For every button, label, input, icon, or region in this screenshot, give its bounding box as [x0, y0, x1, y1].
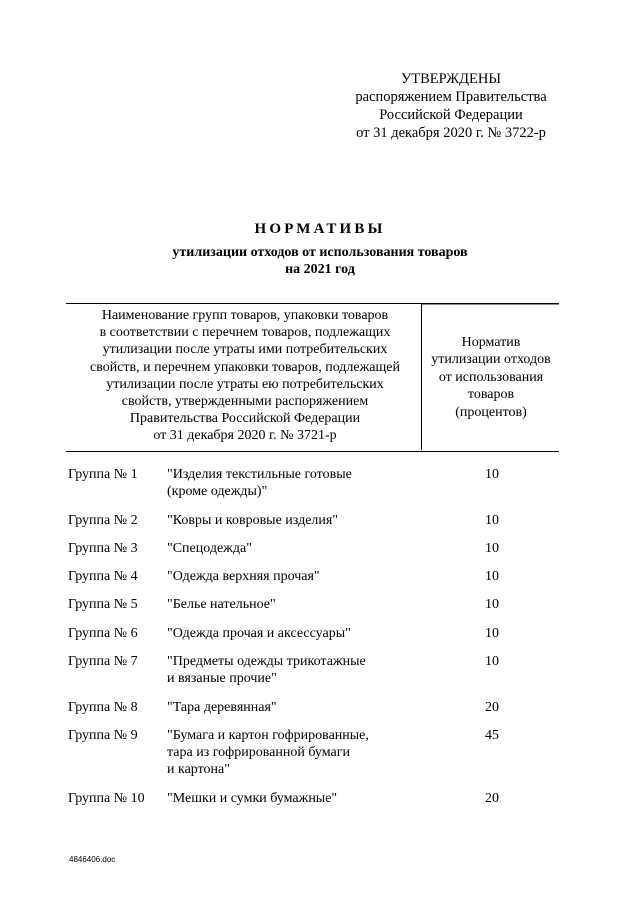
group-name-line: "Мешки и сумки бумажные" [167, 791, 338, 806]
approval-line-2: Российской Федерации [379, 107, 523, 123]
subtitle-line-1: утилизации отходов от использования товаров [172, 245, 468, 260]
group-name-line: "Ковры и ковровые изделия" [167, 513, 339, 528]
group-name-line: и картона" [167, 762, 230, 777]
group-name-line: "Спецодежда" [167, 541, 252, 556]
document-title: НОРМАТИВЫ [254, 221, 386, 237]
header-left-line: свойств, и перечнем упаковки товаров, подлежащей [89, 359, 400, 375]
group-value: 10 [485, 513, 499, 528]
table-header-value-column [424, 334, 558, 421]
group-number: Группа № 2 [68, 513, 138, 528]
document-subtitle [0, 244, 640, 278]
group-value: 10 [485, 597, 499, 612]
group-value: 20 [485, 791, 499, 806]
group-name-line: "Одежда верхняя прочая" [167, 569, 320, 584]
group-name [167, 568, 427, 585]
header-right-line: товаров [467, 387, 515, 403]
header-left-line: от 31 декабря 2020 г. № 3721-р [153, 428, 337, 444]
group-name-line: (кроме одежды)" [167, 484, 268, 499]
group-value: 10 [485, 569, 499, 584]
group-value: 10 [485, 626, 499, 641]
group-name [167, 596, 427, 613]
group-name-line: "Тара деревянная" [167, 700, 277, 715]
group-name [167, 625, 427, 642]
approval-block [336, 70, 566, 142]
group-number: Группа № 6 [68, 626, 138, 641]
document-file-reference: 4846406.doc [69, 855, 116, 864]
group-name [167, 540, 427, 557]
group-name [167, 790, 427, 807]
approval-line-3: от 31 декабря 2020 г. № 3722-р [356, 125, 546, 141]
header-left-line: в соответствии с перечнем товаров, подлежащих [99, 325, 391, 341]
header-left-line: Правительства Российской Федерации [129, 411, 361, 427]
table-header-bottom-rule [66, 451, 559, 452]
group-name [167, 699, 427, 716]
group-value: 45 [485, 728, 499, 743]
group-value: 10 [485, 654, 499, 669]
group-name [167, 512, 427, 529]
group-number: Группа № 10 [68, 791, 145, 806]
subtitle-line-2: на 2021 год [285, 262, 355, 277]
header-left-line: Наименование групп товаров, упаковки товаров [101, 308, 389, 323]
header-left-line: утилизации после утраты ими потребительских [102, 342, 388, 358]
approval-line-1: распоряжением Правительства [355, 89, 547, 105]
header-right-line: (процентов) [455, 404, 527, 420]
group-name [167, 653, 427, 687]
group-value: 20 [485, 700, 499, 715]
header-right-line: Норматив [461, 335, 521, 350]
table-header-top-rule-secondary [422, 304, 559, 305]
group-name-line: "Изделия текстильные готовые [167, 467, 352, 482]
header-right-line: утилизации отходов [431, 352, 551, 368]
group-number: Группа № 1 [68, 467, 138, 482]
group-number: Группа № 4 [68, 569, 138, 584]
group-number: Группа № 8 [68, 700, 138, 715]
group-number: Группа № 9 [68, 728, 138, 743]
group-name-line: "Предметы одежды трикотажные [167, 654, 366, 669]
header-right-line: от использования [438, 369, 544, 385]
group-value: 10 [485, 541, 499, 556]
group-number: Группа № 7 [68, 654, 138, 669]
group-name [167, 727, 427, 778]
group-name-line: "Белье нательное" [167, 597, 276, 612]
approval-heading: УТВЕРЖДЕНЫ [400, 71, 502, 87]
group-number: Группа № 5 [68, 597, 138, 612]
table-header-column-divider [421, 303, 422, 450]
header-left-line: утилизации после утраты ею потребительских [106, 376, 384, 392]
group-value: 10 [485, 467, 499, 482]
group-name-line: тара из гофрированной бумаги [167, 745, 350, 760]
group-name-line: "Одежда прочая и аксессуары" [167, 626, 351, 641]
group-name-line: и вязаные прочие" [167, 671, 277, 686]
group-name [167, 466, 427, 500]
group-name-line: "Бумага и картон гофрированные, [167, 728, 369, 743]
header-left-line: свойств, утвержденными распоряжением [121, 394, 369, 410]
table-header-name-column [70, 307, 420, 445]
group-number: Группа № 3 [68, 541, 138, 556]
